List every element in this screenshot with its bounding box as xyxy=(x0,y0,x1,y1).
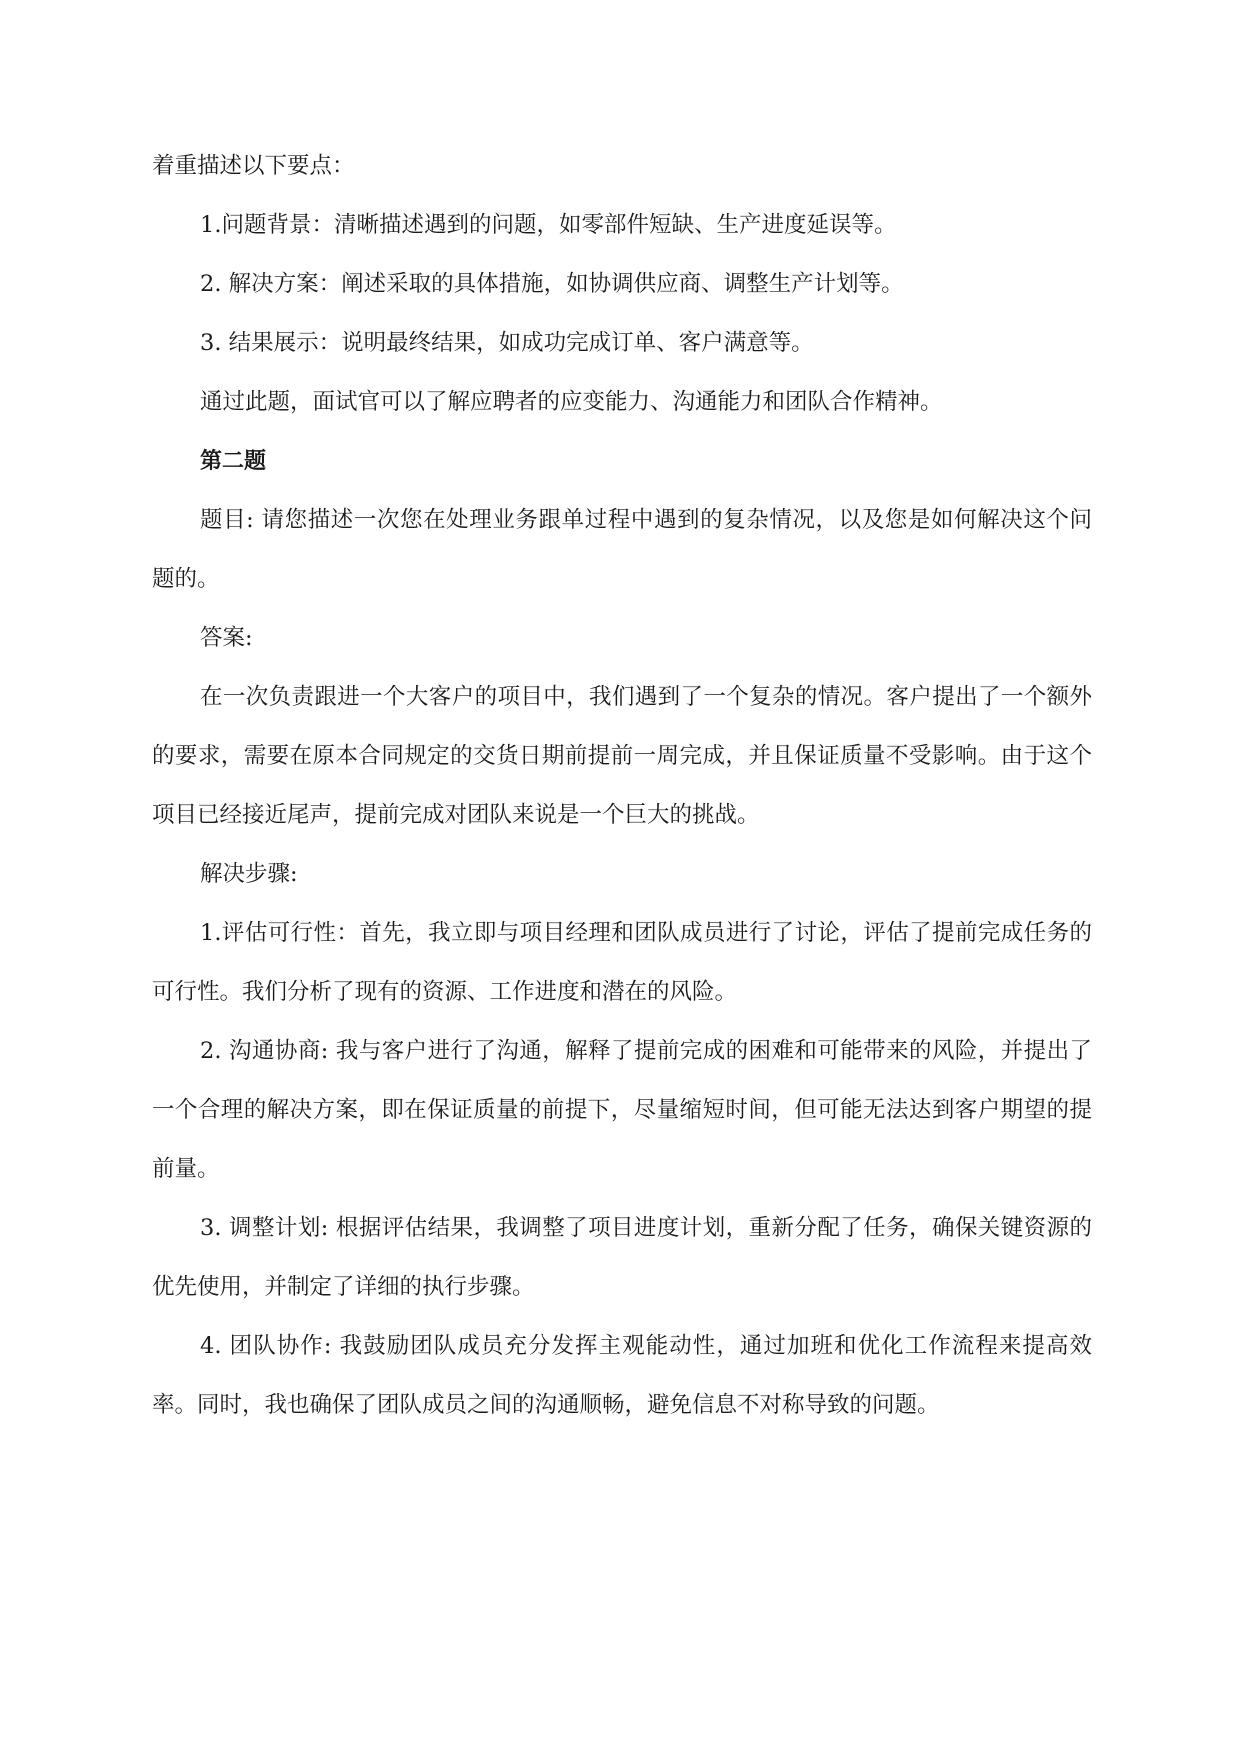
steps-label: 解决步骤: xyxy=(200,861,298,887)
step-item: 3. 调整计划: 根据评估结果，我调整了项目进度计划，重新分配了任务，确保关键资源的优先使用，并制定了详细的执行步骤。 xyxy=(152,1215,1092,1300)
step-item: 4. 团队协作: 我鼓励团队成员充分发挥主观能动性，通过加班和优化工作流程来提高效率。同时，我也确保了团队成员之间的沟通顺畅，避免信息不对称导致的问题。 xyxy=(152,1333,1092,1418)
step-item: 1.评估可行性：首先，我立即与项目经理和团队成员进行了讨论，评估了提前完成任务的可行性。我们分析了现有的资源、工作进度和潜在的风险。 xyxy=(152,920,1092,1005)
question-text: 题目: 请您描述一次您在处理业务跟单过程中遇到的复杂情况，以及您是如何解决这个问题的。 xyxy=(152,507,1092,592)
question-heading: 第二题 xyxy=(200,449,267,474)
point-background: 1.问题背景：清晰描述遇到的问题，如零部件短缺、生产进度延误等。 xyxy=(200,212,897,238)
document-body xyxy=(152,137,1092,1435)
answer-label: 答案: xyxy=(200,625,253,651)
lead-in-text: 着重描述以下要点： xyxy=(152,153,355,179)
summary-text: 通过此题，面试官可以了解应聘者的应变能力、沟通能力和团队合作精神。 xyxy=(200,389,943,415)
point-solution: 2. 解决方案：阐述采取的具体措施，如协调供应商、调整生产计划等。 xyxy=(200,271,904,297)
point-result: 3. 结果展示：说明最终结果，如成功完成订单、客户满意等。 xyxy=(200,330,814,356)
step-item: 2. 沟通协商: 我与客户进行了沟通，解释了提前完成的困难和可能带来的风险，并提出了一个合理的解决方案，即在保证质量的前提下，尽量缩短时间，但可能无法达到客户期望的提前量。 xyxy=(152,1038,1092,1182)
answer-paragraph: 在一次负责跟进一个大客户的项目中，我们遇到了一个复杂的情况。客户提出了一个额外的要求，需要在原本合同规定的交货日期前提前一周完成，并且保证质量不受影响。由于这个项目已经接近尾声，提前完成对团队来说是一个巨大的挑战。 xyxy=(152,684,1092,828)
